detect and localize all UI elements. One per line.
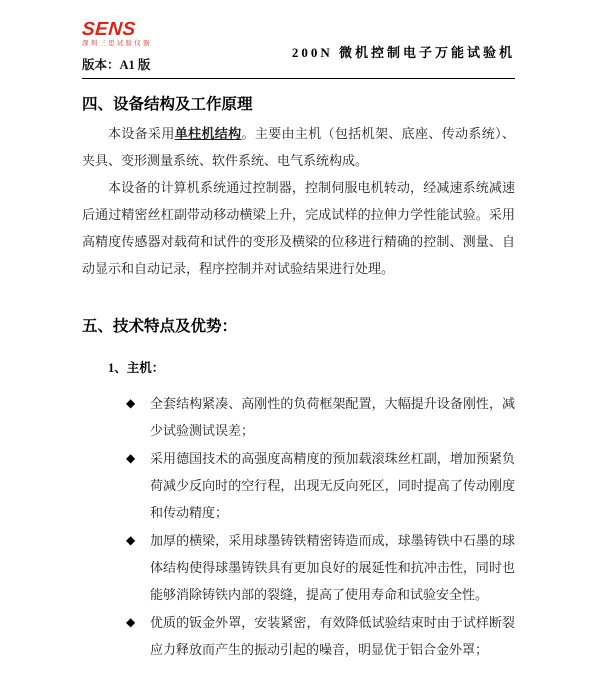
section-4-heading: 四、设备结构及工作原理 [82, 96, 253, 113]
diamond-bullet-icon: ◆ [126, 533, 136, 547]
feature-bullet-4 [82, 609, 515, 663]
feature-bullet-3 [82, 527, 515, 608]
feature-bullet-1-text: 全套结构紧凑、高刚性的负荷框架配置，大幅提升设备刚性，减少试验测试误差； [150, 396, 515, 438]
logo-subtext: 深圳三思试验仪器 [82, 40, 152, 47]
subsection-1-heading: 1、主机： [108, 361, 165, 375]
version-label: 版本：A1 版 [82, 58, 151, 72]
feature-bullet-3-text: 加厚的横梁，采用球墨铸铁精密铸造而成，球墨铸铁中石墨的球体结构使得球墨铸铁具有更加良好的展延性和抗冲击性，同时也能够消除铸铁内部的裂缝，提高了使用寿命和试验安全性。 [150, 533, 515, 602]
section-4-paragraph-2: 本设备的计算机系统通过控制器，控制伺服电机转动，经减速系统减速后通过精密丝杠副带动移动横梁上升，完成试样的拉伸力学性能试验。采用高精度传感器对载荷和试件的变形及横梁的位移进行精确的控制、测量、自动显示和自动记录，程序控制并对试验结果进行处理。 [82, 180, 515, 276]
company-logo [82, 20, 152, 48]
feature-bullet-1 [82, 390, 515, 444]
section-4-paragraph-1 [82, 120, 515, 174]
feature-bullet-4-text: 优质的钣金外罩，安装紧密，有效降低试验结束时由于试样断裂应力释放而产生的振动引起的噪音，明显优于铝合金外罩； [150, 615, 515, 657]
section-5-heading: 五、技术特点及优势： [82, 318, 238, 335]
feature-bullet-2 [82, 445, 515, 526]
diamond-bullet-icon: ◆ [126, 451, 136, 465]
header-divider [82, 78, 515, 79]
page-header [82, 20, 515, 72]
para1-prefix: 本设备采用 [108, 126, 175, 141]
diamond-bullet-icon: ◆ [126, 396, 136, 410]
logo-text: SENS [81, 19, 137, 40]
feature-list [82, 390, 515, 663]
feature-bullet-2-text: 采用德国技术的高强度高精度的预加载滚珠丝杠副，增加预紧负荷减少反向时的空行程，出现无反向死区，同时提高了传动刚度和传动精度； [150, 451, 515, 520]
diamond-bullet-icon: ◆ [126, 615, 136, 629]
para1-suffix: 。主要由主机（包括机架、底座、传动系统）、夹具、变形测量系统、软件系统、电气系统构成。 [82, 126, 515, 168]
product-title: 200N 微机控制电子万能试验机 [291, 45, 515, 60]
para1-underlined-term: 单柱机结构 [174, 126, 242, 141]
